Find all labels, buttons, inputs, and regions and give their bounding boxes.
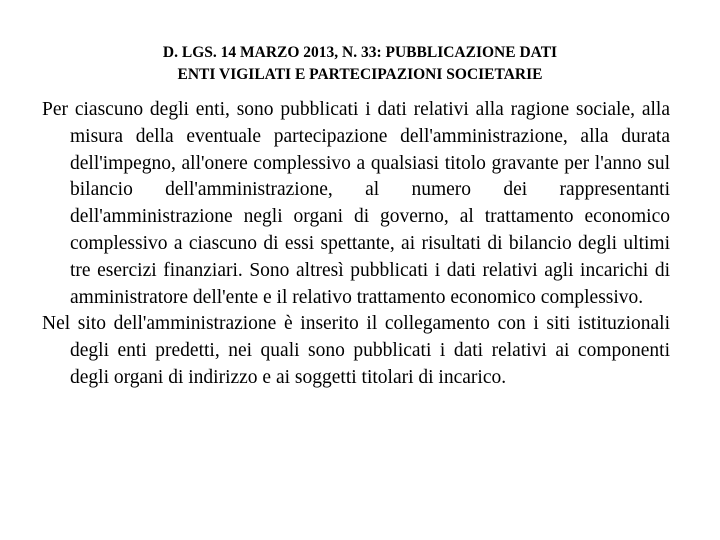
paragraph-enti-data: Per ciascuno degli enti, sono pubblicati i dati relativi alla ragione sociale, alla misura della eventuale partecipazione dell'amministrazione, alla durata dell'impegno, all'onere complessivo a qualsiasi titolo gravante per l'anno sul bilancio dell'amministrazione, al numero dei rappresentanti dell'amministrazione negli organi di governo, al trattamento economico complessivo a ciascuno di essi spettante, ai risultati di bilancio degli ultimi tre esercizi finanziari. Sono altresì pubblicati i dati relativi agli incarichi di amministratore dell'ente e il relativo trattamento economico complessivo. (42, 99, 670, 308)
title-line-2: ENTI VIGILATI E PARTECIPAZIONI SOCIETARIE (177, 66, 543, 83)
paragraph-site-link: Nel sito dell'amministrazione è inserito il collegamento con i siti istituzionali degli enti predetti, nei quali sono pubblicati i dati relativi ai componenti degli organi di indirizzo e ai soggetti titolari di incarico. (42, 313, 670, 388)
title-line-1: D. LGS. 14 MARZO 2013, N. 33: PUBBLICAZIONE DATI (162, 44, 558, 61)
body-text (42, 97, 670, 392)
page-title (40, 42, 680, 86)
